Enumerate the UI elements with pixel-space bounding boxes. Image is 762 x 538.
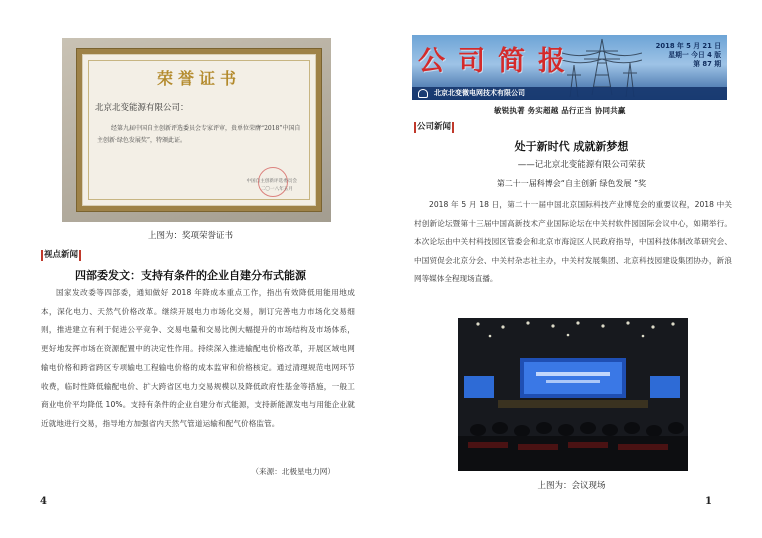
article-source: （来源：北极星电力网） <box>251 467 335 476</box>
newsletter-masthead <box>412 35 727 100</box>
right-article-body: 2018 年 5 月 18 日，第二十一届中国北京国际科技产业博览会的重要议程，2018 中关村创新论坛暨第十三届中国高新技术产业国际论坛在中关村软件园国际会议中心，如期举行。本次论坛由中关村科技园区管委会和北京市海淀区人民政府指导，中国科技体制改革研究会、中国贸促会北京分会、中关村杂志社主办，中关村发展集团、北京科技园建设集团协办，新浪网等媒体全程现场直播。 <box>414 200 732 283</box>
left-article-body: 国家发改委等四部委，通知做好 2018 年降成本重点工作，指出有效降低用能用地成本，深化电力、天然气价格改革。继续开展电力市场化交易，制订完善电力市场化交易细则，推进建立有利于促进公平竞争、交易电量和交易比例大幅提升的市场结构及市场体系，更好地发挥市场在资源配置中的决定性作用。持续深入推进输配电价格改革，开展区域电网输电价格和跨省跨区专项输电工程输电价格的成本监审和价格核定。通过清理规范电网环节收费，临时性降低输配电价、扩大跨省区电力交易规模以及降低政府性基金等措施，一般工商业电价平均降低 10%。支持有条件的企业自建分布式能源，支持新能源发电与用能企业就近就地进行交易，指导地方加强省内天然气管道运输和配气价格监管。 <box>41 288 355 428</box>
certificate-caption: 上图为：奖项荣誉证书 <box>147 231 233 241</box>
masthead-weekday: 星期一 今日 4 版 <box>668 51 721 59</box>
certificate-photo <box>62 38 331 222</box>
masthead-title: 公司简报 <box>418 46 578 77</box>
company-logo-icon <box>418 89 428 98</box>
left-article-headline: 四部委发文：支持有条件的企业自建分布式能源 <box>75 269 306 282</box>
section-tag-viewpoint-news: 视点新闻 <box>41 250 81 261</box>
page-number-right: 1 <box>705 496 712 507</box>
certificate-frame <box>76 48 322 212</box>
conference-scene-image <box>458 318 688 471</box>
masthead-bar <box>412 87 727 100</box>
certificate-issuer: 中国自主创新评选委员会 <box>246 179 297 184</box>
section-tag-company-news: 公司新闻 <box>414 122 454 133</box>
certificate-title: 荣誉证书 <box>156 69 241 88</box>
masthead-issue: 第 87 期 <box>693 60 721 68</box>
certificate-recipient: 北京北变能源有限公司： <box>95 103 189 113</box>
conference-caption: 上图为：会议现场 <box>537 481 606 491</box>
masthead-company-name: 北京北变微电网技术有限公司 <box>434 89 525 97</box>
certificate-paper <box>82 54 316 206</box>
right-page <box>381 0 762 538</box>
masthead-date: 2018 年 5 月 21 日 <box>655 42 721 50</box>
company-slogan: 敏锐执著 务实超越 品行正当 协同共赢 <box>494 106 626 115</box>
page-number-left: 4 <box>40 496 47 507</box>
masthead-date-block <box>656 42 721 69</box>
right-article-subheadline-2: 第二十一届科博会“自主创新 绿色发展 ”奖 <box>496 179 647 188</box>
right-article-subheadline-1: ——记北京北变能源有限公司荣获 <box>517 160 646 170</box>
conference-photo <box>458 318 688 471</box>
right-article-headline: 处于新时代 成就新梦想 <box>514 140 629 153</box>
certificate-body: 经第九届中国自主创新评选委员会专家评审，贵单位荣膺“2018”中国自主创新·绿色发展奖”，特颁此证。 <box>97 125 301 144</box>
certificate-date: 二〇一八年五月 <box>260 187 293 192</box>
